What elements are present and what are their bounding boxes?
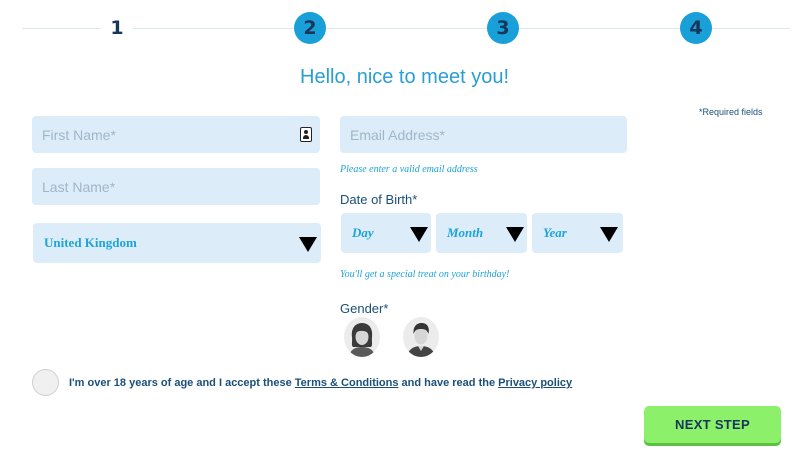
step-4-indicator: 4	[680, 12, 712, 44]
terms-link[interactable]: Terms & Conditions	[294, 377, 399, 389]
dob-year-select[interactable]	[532, 213, 623, 253]
female-avatar-icon	[344, 317, 380, 357]
chevron-down-icon	[299, 237, 317, 252]
email-hint: Please enter a valid email address	[340, 164, 478, 175]
first-name-field[interactable]	[32, 116, 320, 153]
dob-day-select[interactable]	[341, 213, 431, 253]
step-3-indicator: 3	[487, 12, 519, 44]
step-connector	[22, 28, 790, 29]
chevron-down-icon	[506, 227, 524, 242]
chevron-down-icon	[600, 227, 618, 242]
male-avatar-icon	[403, 317, 439, 357]
gender-female-option[interactable]	[344, 317, 380, 357]
dob-month-select[interactable]	[436, 213, 527, 253]
dob-year-value: Year	[543, 225, 567, 240]
last-name-field[interactable]	[32, 168, 320, 205]
step-2-indicator: 2	[294, 12, 326, 44]
gender-male-option[interactable]	[403, 317, 439, 357]
consent-middle: and have read the	[398, 377, 499, 389]
country-select[interactable]	[33, 223, 321, 263]
step-1-indicator: 1	[101, 12, 133, 44]
last-name-input[interactable]	[32, 168, 320, 205]
gender-label: Gender*	[340, 301, 389, 316]
dob-day-value: Day	[352, 225, 374, 240]
chevron-down-icon	[410, 227, 428, 242]
first-name-input[interactable]	[32, 116, 320, 153]
page-title: Hello, nice to meet you!	[300, 66, 509, 88]
email-field[interactable]	[340, 116, 627, 153]
consent-text	[69, 377, 572, 389]
dob-label: Date of Birth*	[340, 192, 418, 207]
contact-card-icon[interactable]	[300, 127, 312, 142]
birthday-hint: You'll get a special treat on your birthday!	[340, 269, 510, 280]
next-step-button[interactable]: NEXT STEP	[644, 406, 781, 443]
dob-month-value: Month	[447, 225, 484, 240]
required-fields-note: *Required fields	[699, 107, 763, 117]
email-input[interactable]	[340, 116, 627, 153]
country-selected-value: United Kingdom	[44, 235, 137, 250]
consent-prefix: I'm over 18 years of age and I accept these	[69, 377, 295, 389]
age-terms-checkbox[interactable]	[32, 369, 59, 396]
privacy-link[interactable]: Privacy policy	[498, 377, 573, 389]
